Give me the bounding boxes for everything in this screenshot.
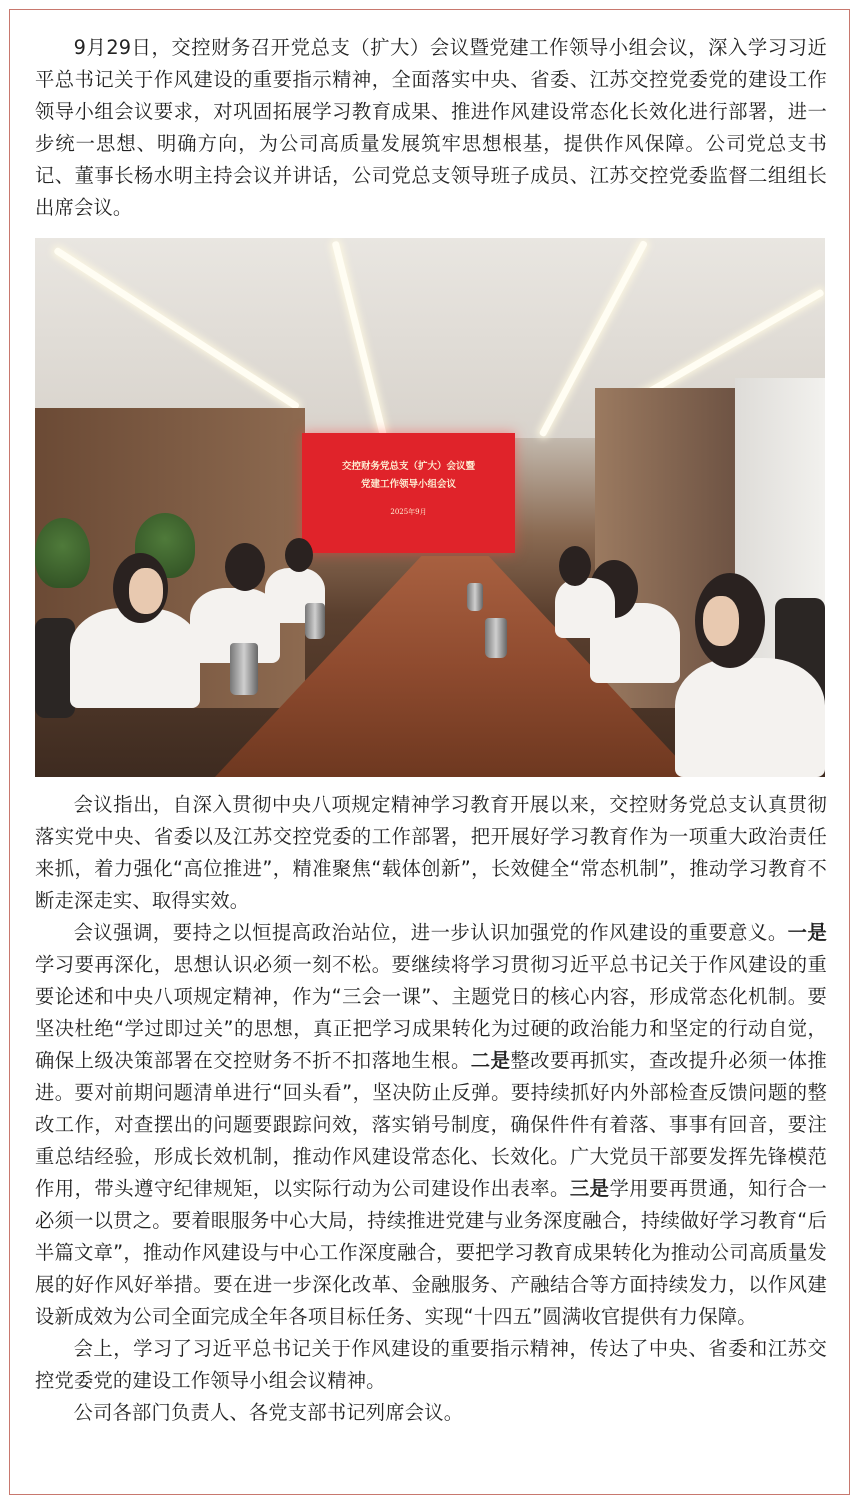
thermos [485,618,507,658]
attendee [675,658,825,777]
plant [35,518,90,588]
thermos [230,643,258,695]
attendee-face [129,568,163,614]
screen-date: 2025年9月 [390,508,427,516]
point-three-label: 三是 [569,1177,610,1200]
screen-title-line2: 党建工作领导小组会议 [360,479,456,490]
paragraph-intro: 9月29日，交控财务召开党总支（扩大）会议暨党建工作领导小组会议，深入学习习近平总书记关于作风建设的重要指示精神，全面落实中央、省委、江苏交控党委党的建设工作领导小组会议要求，对巩固拓展学习教育成果、推进作风建设常态化长效化进行部署，进一步统一思想、明确方向，为公司高质量发展筑牢思想根基，提供作风保障。公司党总支书记、董事长杨水明主持会议并讲话，公司党总支领导班子成员、江苏交控党委监督二组组长出席会议。 [35,36,827,219]
point-two-text: 整改要再抓实，查改提升必须一体推进。要对前期问题清单进行“回头看”，坚决防止反弹。要持续抓好内外部检查反馈问题的整改工作，对查摆出的问题要跟踪问效，落实销号制度，确保件件有着落、事事有回音，要注重总结经验，形成长效机制，推动作风建设常态化、长效化。广大党员干部要发挥先锋模范作用，带头遵守纪律规矩，以实际行动为公司建设作出表率。 [35,1049,828,1200]
point-three-text: 学用要再贯通，知行合一必须一以贯之。要着眼服务中心大局，持续推进党建与业务深度融合，持续做好学习教育“后半篇文章”，推动作风建设与中心工作深度融合，要把学习教育成果转化为推动公司高质量发展的好作风好举措。要在进一步深化改革、金融服务、产融结合等方面持续发力，以作风建设新成效为公司全面完成全年各项目标任务、实现“十四五”圆满收官提供有力保障。 [35,1177,827,1328]
thermos [467,583,483,611]
point-two-label: 二是 [470,1049,511,1072]
paragraph-meeting-emphasized [35,917,827,1333]
point-one-label: 一是 [787,921,827,944]
chair [35,618,75,718]
attendee-face [703,596,739,646]
screen-title-line1: 交控财务党总支（扩大）会议暨 [341,461,475,472]
attendee [555,578,615,638]
attendee-head [559,546,591,586]
attendee [70,608,200,708]
emphasis-intro: 会议强调，要持之以恒提高政治站位，进一步认识加强党的作风建设的重要意义。 [73,921,788,944]
projection-screen [302,433,515,553]
paragraph-study-session: 会上，学习了习近平总书记关于作风建设的重要指示精神，传达了中央、省委和江苏交控党委党的建设工作领导小组会议精神。 [35,1337,827,1392]
paragraph-attendees: 公司各部门负责人、各党支部书记列席会议。 [73,1401,464,1424]
attendee-head [225,543,265,591]
meeting-photo [35,238,825,777]
paragraph-meeting-noted: 会议指出，自深入贯彻中央八项规定精神学习教育开展以来，交控财务党总支认真贯彻落实党中央、省委以及江苏交控党委的工作部署，把开展好学习教育作为一项重大政治责任来抓，着力强化“高位推进”，精准聚焦“载体创新”，长效健全“常态机制”，推动学习教育不断走深走实、取得实效。 [35,793,827,912]
point-one-text: 学习要再深化，思想认识必须一刻不松。要继续将学习贯彻习近平总书记关于作风建设的重要论述和中央八项规定精神，作为“三会一课”、主题党日的核心内容，形成常态化机制。要坚决杜绝“学过即过关”的思想，真正把学习成果转化为过硬的政治能力和坚定的行动自觉，确保上级决策部署在交控财务不折不扣落地生根。 [35,953,827,1072]
thermos [305,603,325,639]
article-body [35,32,827,1429]
attendee-head [285,538,313,572]
